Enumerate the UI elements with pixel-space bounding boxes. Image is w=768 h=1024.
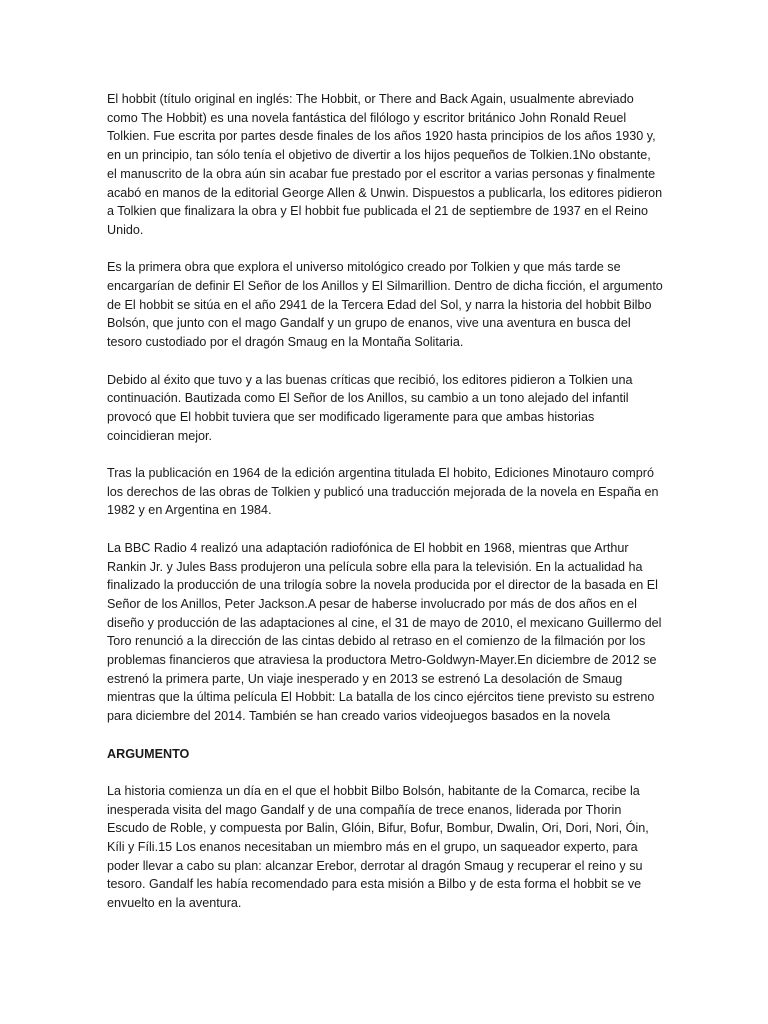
- paragraph-adaptations: La BBC Radio 4 realizó una adaptación radiofónica de El hobbit en 1968, mientras que Arthur Rankin Jr. y Jules Bass produjeron una película sobre ella para la televisión. En la actualidad ha finalizado la producción de una trilogía sobre la novela producida por el director de la basada en El Señor de los Anillos, Peter Jackson.A pesar de haberse involucrado por más de dos años en el diseño y producción de las adaptaciones al cine, el 31 de mayo de 2010, el mexicano Guillermo del Toro renunció a la dirección de las cintas debido al retraso en el comienzo de la filmación por los problemas financieros que atraviesa la productora Metro-Goldwyn-Mayer.En diciembre de 2012 se estrenó la primera parte, Un viaje inesperado y en 2013 se estrenó La desolación de Smaug mientras que la última película El Hobbit: La batalla de los cinco ejércitos tiene previsto su estreno para diciembre del 2014. También se han creado varios videojuegos basados en la novela: [107, 540, 662, 724]
- paragraph-sequel: Debido al éxito que tuvo y a las buenas críticas que recibió, los editores pidieron a Tolkien una continuación. Bautizada como El Señor de los Anillos, su cambio a un tono alejado del infantil provocó que El hobbit tuviera que ser modificado ligeramente para que ambas historias coincidieran mejor.: [107, 372, 633, 443]
- paragraph-argumento: La historia comienza un día en el que el hobbit Bilbo Bolsón, habitante de la Comarca, recibe la inesperada visita del mago Gandalf y de una compañía de trece enanos, liderada por Thorin Escudo de Roble, y compuesta por Balin, Glóin, Bifur, Bofur, Bombur, Dwalin, Ori, Dori, Nori, Óin, Kíli y Fíli.15 Los enanos necesitaban un miembro más en el grupo, un saqueador experto, para poder llevar a cabo su plan: alcanzar Erebor, derrotar al dragón Smaug y recuperar el reino y su tesoro. Gandalf les había recomendado para esta misión a Bilbo y de esta forma el hobbit se ve envuelto en la aventura.: [107, 783, 649, 911]
- section-heading: ARGUMENTO: [107, 746, 190, 761]
- paragraph-argentine-edition: Tras la publicación en 1964 de la edición argentina titulada El hobito, Ediciones Minotauro compró los derechos de las obras de Tolkien y publicó una traducción mejorada de la novela en España en 1982 y en Argentina en 1984.: [107, 466, 659, 518]
- document-page: [107, 90, 663, 932]
- paragraph-introduction: El hobbit (título original en inglés: The Hobbit, or There and Back Again, usualmente abreviado como The Hobbit) es una novela fantástica del filólogo y escritor británico John Ronald Reuel Tolkien. Fue escrita por partes desde finales de los años 1920 hasta principios de los años 1930 y, en un principio, tan sólo tenía el objetivo de divertir a los hijos pequeños de Tolkien.1No obstante, el manuscrito de la obra aún sin acabar fue prestado por el escritor a varias personas y finalmente acabó en manos de la editorial George Allen & Unwin. Dispuestos a publicarla, los editores pidieron a Tolkien que finalizara la obra y El hobbit fue publicada el 21 de septiembre de 1937 en el Reino Unido.: [107, 92, 663, 237]
- paragraph-mythology: Es la primera obra que explora el universo mitológico creado por Tolkien y que más tarde se encargarían de definir El Señor de los Anillos y El Silmarillion. Dentro de dicha ficción, el argumento de El hobbit se sitúa en el año 2941 de la Tercera Edad del Sol, y narra la historia del hobbit Bilbo Bolsón, que junto con el mago Gandalf y un grupo de enanos, vive una aventura en busca del tesoro custodiado por el dragón Smaug en la Montaña Solitaria.: [107, 260, 663, 350]
